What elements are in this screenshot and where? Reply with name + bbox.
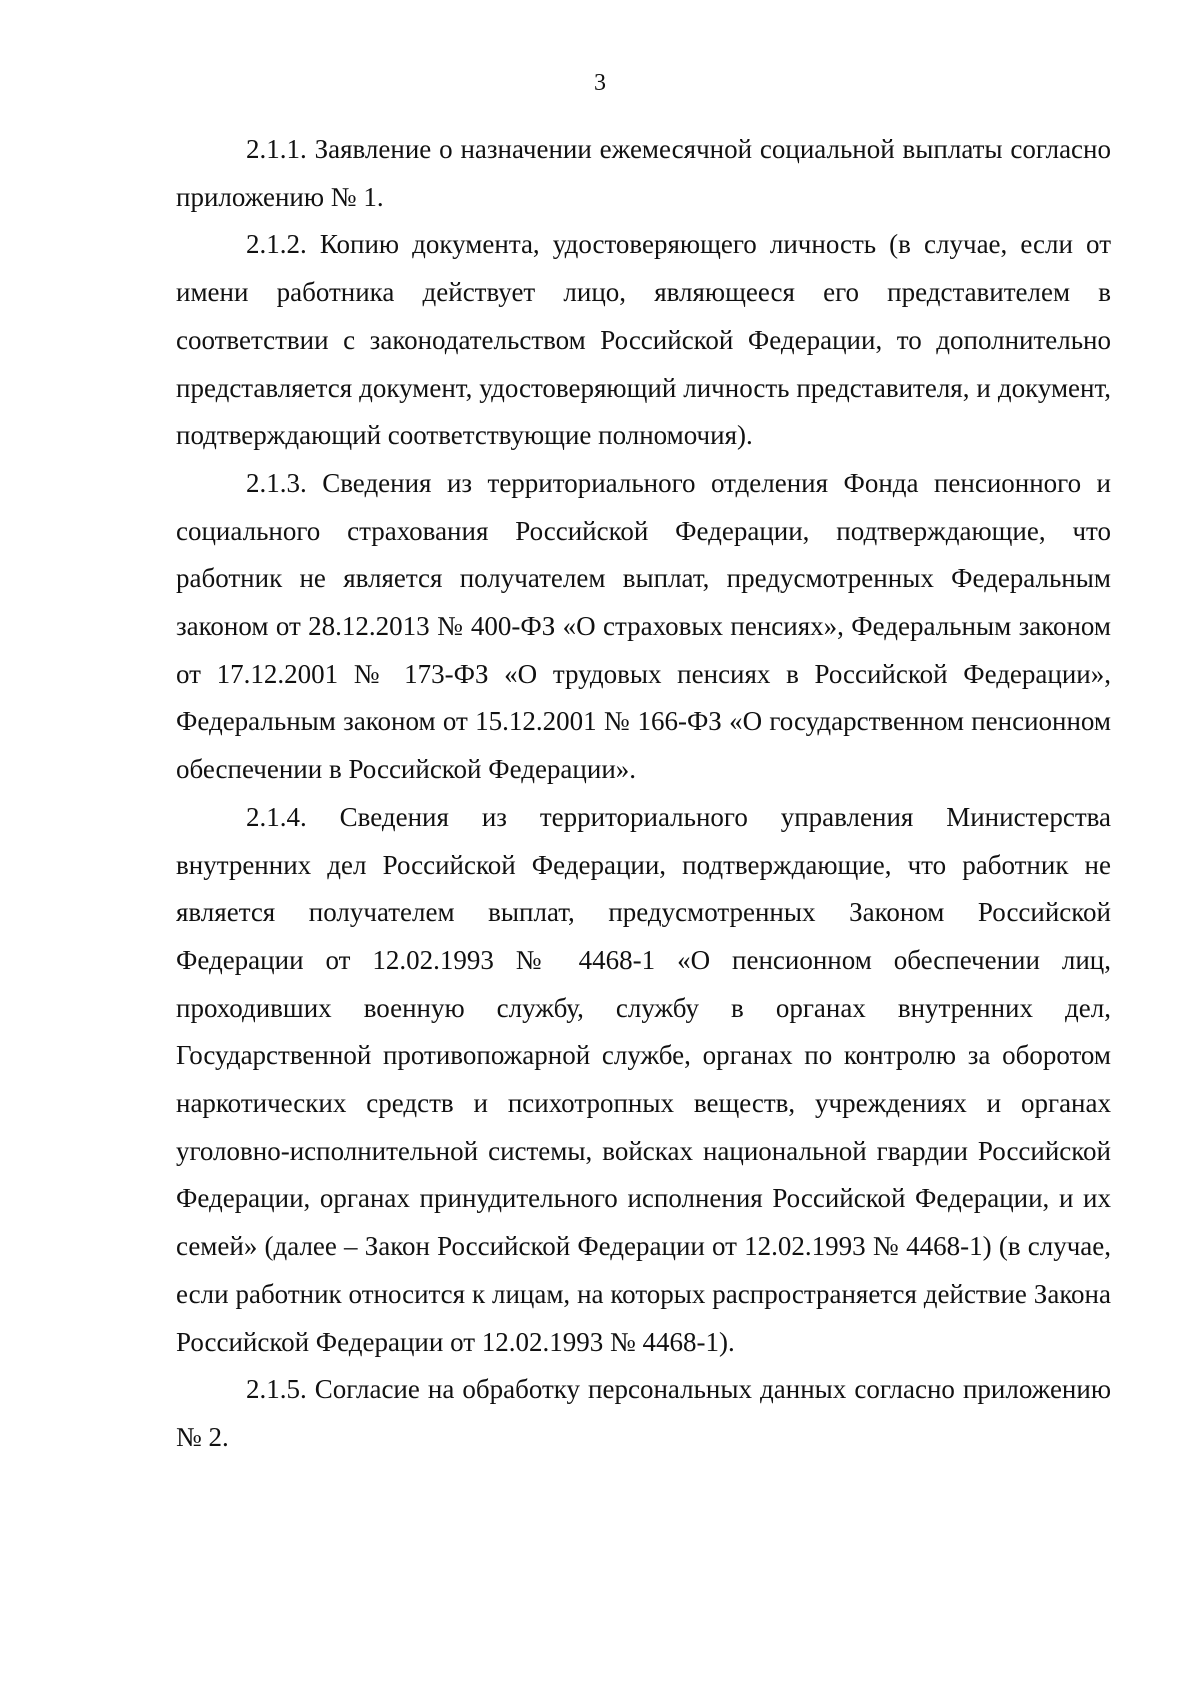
paragraph-2-1-4: 2.1.4. Сведения из территориального управления Министерства внутренних дел Российской Федерации, подтверждающие, что работник не является получателем выплат, предусмотренных Законом Российской Федерации от 12.02.1993 № 4468-1 «О пенсионном обеспечении лиц, проходивших военную службу, службу в органах внутренних дел, Государственной противопожарной службе, органах по контролю за оборотом наркотических средств и психотропных веществ, учреждениях и органах уголовно-исполнительной системы, войсках национальной гвардии Российской Федерации, органах принудительного исполнения Российской Федерации, и их семей» (далее – Закон Российской Федерации от 12.02.1993 № 4468-1) (в случае, если работник относится к лицам, на которых распространяется действие Закона Российской Федерации от 12.02.1993 № 4468-1). xyxy=(176,801,1111,1357)
paragraph-2-1-1: 2.1.1. Заявление о назначении ежемесячной социальной выплаты согласно приложению № 1. xyxy=(176,134,1111,212)
paragraph-2-1-3: 2.1.3. Сведения из территориального отделения Фонда пенсионного и социального страхования Российской Федерации, подтверждающие, что работник не является получателем выплат, предусмотренных Федеральным законом от 28.12.2013 № 400-ФЗ «О страховых пенсиях», Федеральным законом от 17.12.2001 № 173-ФЗ «О трудовых пенсиях в Российской Федерации», Федеральным законом от 15.12.2001 № 166-ФЗ «О государственном пенсионном обеспечении в Российской Федерации». xyxy=(176,467,1111,785)
paragraph-2-1-5: 2.1.5. Согласие на обработку персональных данных согласно приложению № 2. xyxy=(176,1374,1111,1452)
document-body xyxy=(176,126,1111,1462)
paragraph-2-1-2: 2.1.2. Копию документа, удостоверяющего личность (в случае, если от имени работника действует лицо, являющееся его представителем в соответствии с законодательством Российской Федерации, то дополнительно представляется документ, удостоверяющий личность представителя, и документ, подтверждающий соответствующие полномочия). xyxy=(176,229,1111,451)
page-number: 3 xyxy=(594,70,606,96)
